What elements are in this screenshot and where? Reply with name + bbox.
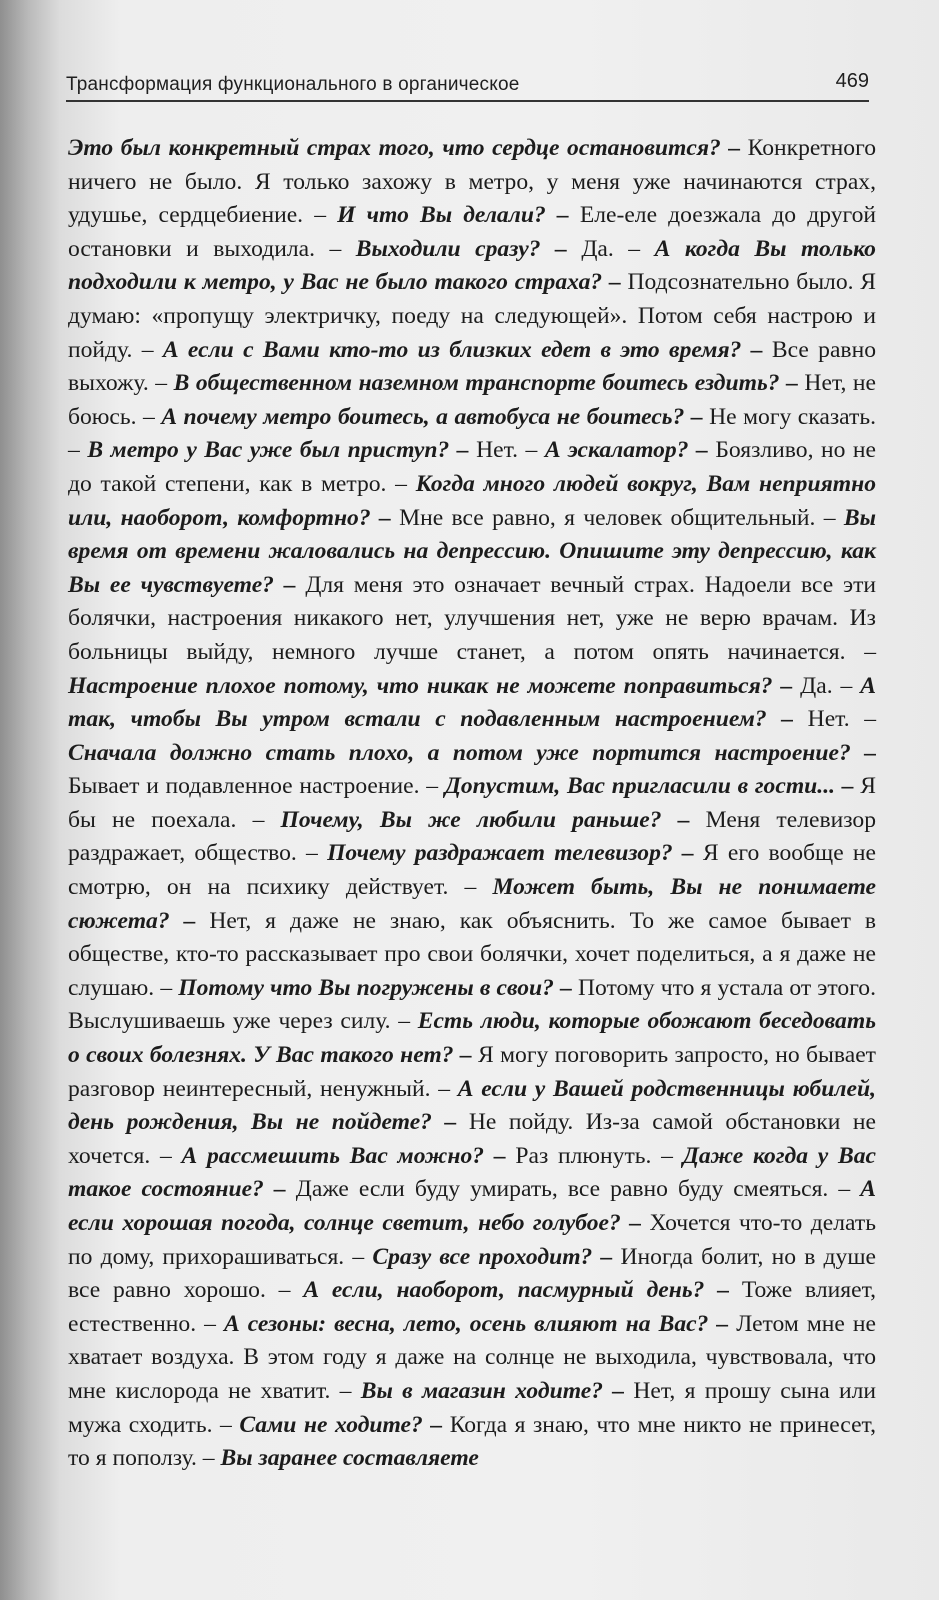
patient-answer: Подсознательно было. Я думаю: «пропущу электричку, поеду на следующей». Потом себя настрою и пойду. – (68, 269, 876, 363)
patient-answer: Раз плюнуть. – (515, 1142, 683, 1169)
patient-answer: Да. – (800, 672, 861, 699)
patient-answer: Еле-еле доезжала до другой остановки и выходила. – (68, 202, 877, 262)
interviewer-question: Потому что Вы погружены в свои? – (178, 974, 578, 1001)
interviewer-question: Выходили сразу? – (355, 235, 582, 262)
interviewer-question: А если хорошая погода, солнце светит, небо голубое? – (68, 1176, 876, 1236)
patient-answer: Иногда болит, но в душе все равно хорошо. – (68, 1243, 876, 1304)
interviewer-question: Это был конкретный страх того, что сердце остановится? – (68, 135, 748, 161)
interviewer-question: В метро у Вас уже был приступ? – (87, 437, 477, 464)
interviewer-question: Настроение плохое потому, что никак не можете поправиться? – (68, 672, 801, 699)
patient-answer: Даже если буду умирать, все равно буду смеяться. – (295, 1176, 861, 1203)
patient-answer: Мне все равно, я человек общительный. – (399, 504, 844, 531)
interviewer-question: А если у Вашей родственницы юбилей, день рождения, Вы не пойдете? – (68, 1075, 876, 1136)
patient-answer: Когда я знаю, что мне никто не принесет, то я поползу. – (68, 1411, 876, 1472)
interviewer-question: А если с Вами кто-то из близких едет в это время? – (162, 336, 772, 363)
interviewer-question: А когда Вы только подходили к метро, у Вас не было такого страха? – (68, 235, 876, 296)
interviewer-question: Почему, Вы же любили раньше? – (280, 806, 706, 833)
interviewer-question: Вы в магазин ходите? – (360, 1377, 634, 1404)
patient-answer: Меня телевизор раздражает, общество. – (68, 806, 876, 867)
interviewer-question: Почему раздражает телевизор? – (327, 840, 703, 867)
page-header (66, 72, 869, 102)
patient-answer: Хочется что-то делать по дому, прихорашиваться. – (68, 1210, 876, 1270)
interviewer-question: В общественном наземном транспорте боитесь ездить? – (173, 370, 805, 397)
patient-answer: Нет. – (476, 437, 545, 464)
interviewer-question: А если, наоборот, пасмурный день? – (303, 1277, 742, 1304)
interviewer-question: Вы время от времени жаловались на депрессию. Опишите эту депрессию, как Вы ее чувствуете? – (68, 504, 876, 598)
patient-answer: Не пойду. Из-за самой обстановки не хочется. – (68, 1109, 877, 1169)
patient-answer: Нет, я даже не знаю, как объяснить. То же самое бывает в обществе, кто-то рассказывает про свои болячки, хочет поделиться, а я даже не слушаю. – (68, 907, 876, 1001)
interviewer-question: Допустим, Вас пригласили в гости... – (444, 773, 861, 800)
body-text (68, 132, 876, 1476)
patient-answer: Тоже влияет, естественно. – (68, 1277, 877, 1337)
patient-answer: Я могу поговорить запросто, но бывает разговор неинтересный, ненужный. – (68, 1042, 876, 1102)
patient-answer: Не могу сказать. – (68, 403, 876, 464)
interviewer-question: Может быть, Вы не понимаете сюжета? – (68, 874, 876, 934)
interviewer-question: Когда много людей вокруг, Вам неприятно или, наоборот, комфортно? – (68, 470, 877, 531)
patient-answer: Бывает и подавленное настроение. – (68, 773, 445, 800)
patient-answer: Нет. – (807, 706, 876, 733)
patient-answer: Конкретного ничего не было. Я только захожу в метро, у меня уже начинаются страх, удушье, сердцебиение. – (68, 135, 876, 229)
interviewer-question: А рассмешить Вас можно? – (181, 1142, 516, 1169)
interviewer-question: И что Вы делали? – (337, 202, 580, 229)
patient-answer: Потому что я устала от этого. Выслушиваешь уже через силу. – (68, 974, 876, 1035)
page-number: 469 (835, 70, 869, 92)
patient-answer: Я его вообще не смотрю, он на психику действует. – (68, 840, 877, 901)
interviewer-question: Есть люди, которые обожают беседовать о своих болезнях. У Вас такого нет? – (68, 1008, 876, 1069)
patient-answer: Все равно выхожу. – (68, 336, 876, 397)
patient-answer: Я бы не поехала. – (68, 773, 876, 833)
patient-answer: Нет, не боюсь. – (68, 370, 876, 430)
patient-answer: Да. – (581, 235, 655, 262)
patient-answer: Боязливо, но не до такой степени, как в метро. – (68, 437, 876, 497)
interviewer-question: Сразу все проходит? – (372, 1243, 621, 1270)
interviewer-question: А сезоны: весна, лето, осень влияют на Вас? – (223, 1310, 737, 1337)
patient-answer: Летом мне не хватает воздуха. В этом году я даже на солнце не выходила, чувствовала, что мне кислорода не хватит. – (68, 1310, 876, 1404)
running-title: Трансформация функционального в органическое (66, 74, 520, 95)
patient-answer: Нет, я прошу сына или мужа сходить. – (68, 1377, 876, 1438)
interviewer-question: Сначала должно стать плохо, а потом уже портится настроение? – (68, 739, 876, 766)
interviewer-question: А эскалатор? – (544, 437, 716, 464)
patient-answer: Для меня это означает вечный страх. Надоели все эти болячки, настроения никакого нет, улучшения нет, уже не верю врачам. Из больницы выйду, немного лучше станет, а потом опять начинается. – (68, 571, 877, 665)
interviewer-question: А так, чтобы Вы утром встали с подавленным настроением? – (68, 672, 877, 733)
interviewer-question: Вы заранее составляете (220, 1445, 479, 1472)
interviewer-question: Даже когда у Вас такое состояние? – (68, 1142, 876, 1203)
interviewer-question: Сами не ходите? – (239, 1411, 450, 1438)
interviewer-question: А почему метро боитесь, а автобуса не боитесь? – (161, 403, 710, 430)
